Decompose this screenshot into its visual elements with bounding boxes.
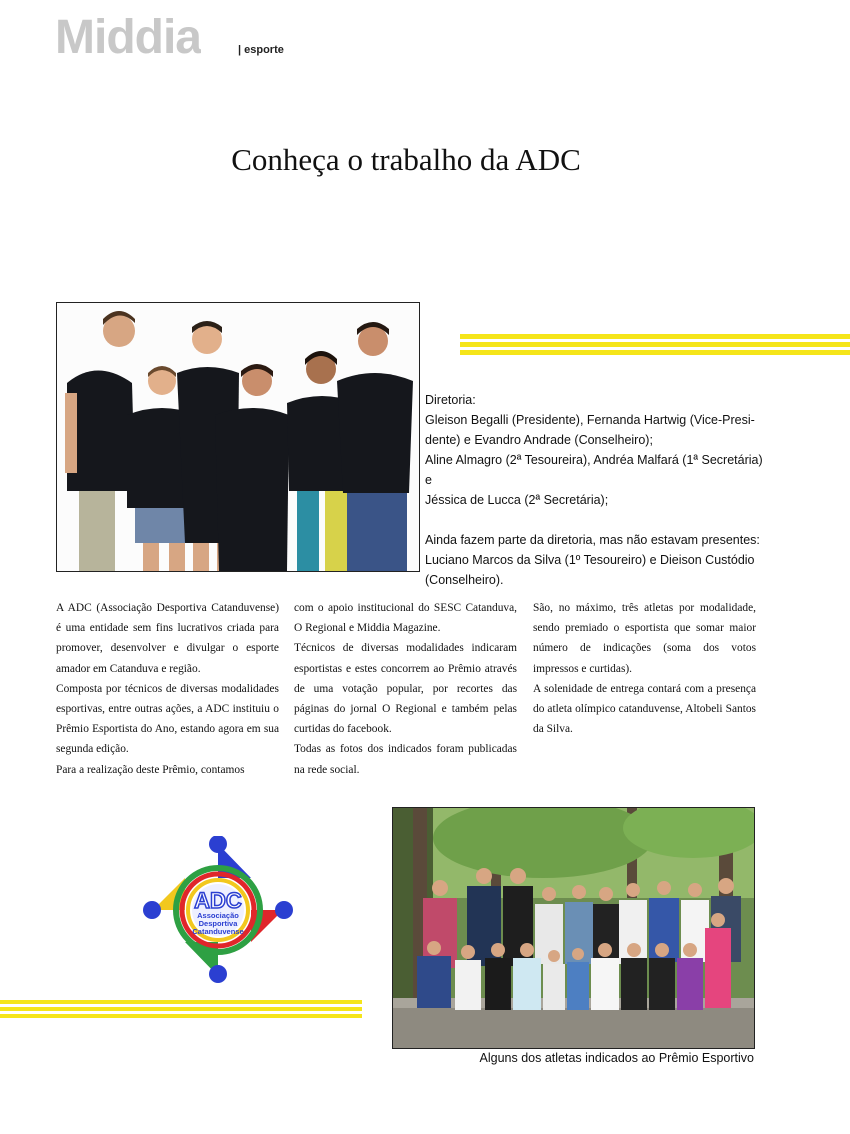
logo-line1: Associação — [197, 911, 239, 920]
adc-logo — [143, 836, 293, 984]
decorative-stripes — [460, 334, 850, 356]
paragraph: A ADC (Associação Desportiva Catanduvense) é uma entidade sem fins lucrativos criada para promover, desenvolver e divulgar o esporte amador em Catanduva e região. — [56, 602, 279, 675]
adc-logo-mark — [143, 836, 293, 984]
board-team-photo-illustration — [57, 303, 419, 571]
paragraph: São, no máximo, três atletas por modalidade, sendo premiado o esportista que somar maior número de indicações (soma dos votos impressos e curtidas). — [533, 602, 756, 675]
paragraph: Todas as fotos dos indicados foram publicadas na rede social. — [294, 743, 517, 776]
board-absent-line: (Conselheiro). — [425, 573, 504, 587]
board-info — [425, 390, 765, 590]
paragraph: com o apoio institucional do SESC Catanduva, O Regional e Middia Magazine. — [294, 602, 517, 635]
paragraph: Composta por técnicos de diversas modalidades esportivas, entre outras ações, a ADC instituiu o Prêmio Esportista do Ano, estando agora em sua segunda edição. — [56, 682, 279, 756]
article-column-3 — [533, 598, 756, 739]
decorative-stripes — [0, 1000, 362, 1022]
athletes-group-photo-illustration — [393, 808, 754, 1048]
article-column-2 — [294, 598, 517, 780]
photo-caption: Alguns dos atletas indicados ao Prêmio Esportivo — [479, 1051, 754, 1065]
board-line: Gleison Begalli (Presidente), Fernanda Hartwig (Vice-Presi- — [425, 413, 755, 427]
board-line: dente) e Evandro Andrade (Conselheiro); — [425, 433, 653, 447]
logo-line3: Catanduvense — [192, 927, 244, 936]
article-column-1 — [56, 598, 279, 780]
logo-line2: Desportiva — [198, 919, 238, 928]
paragraph: Para a realização deste Prêmio, contamos — [56, 763, 245, 776]
board-absent-line: Ainda fazem parte da diretoria, mas não estavam presentes: — [425, 533, 760, 547]
magazine-logo: Middia — [55, 14, 201, 58]
board-team-photo — [56, 302, 420, 572]
board-line: Jéssica de Lucca (2ª Secretária); — [425, 493, 609, 507]
board-line: Diretoria: — [425, 393, 476, 407]
athletes-group-photo — [392, 807, 755, 1049]
logo-acronym: ADC — [194, 888, 242, 913]
board-line: Aline Almagro (2ª Tesoureira), Andréa Malfará (1ª Secretária) e — [425, 453, 763, 487]
article-title: Conheça o trabalho da ADC — [231, 142, 581, 177]
board-absent-line: Luciano Marcos da Silva (1º Tesoureiro) e Dieison Custódio — [425, 553, 755, 567]
paragraph: Técnicos de diversas modalidades indicaram esportistas e estes concorrem ao Prêmio através de uma votação popular, por recortes das páginas do jornal O Regional e também pelas curtidas do facebook. — [294, 642, 517, 736]
section-label: | esporte — [238, 44, 284, 56]
paragraph: A solenidade de entrega contará com a presença do atleta olímpico catanduvense, Altobeli Santos da Silva. — [533, 682, 756, 736]
